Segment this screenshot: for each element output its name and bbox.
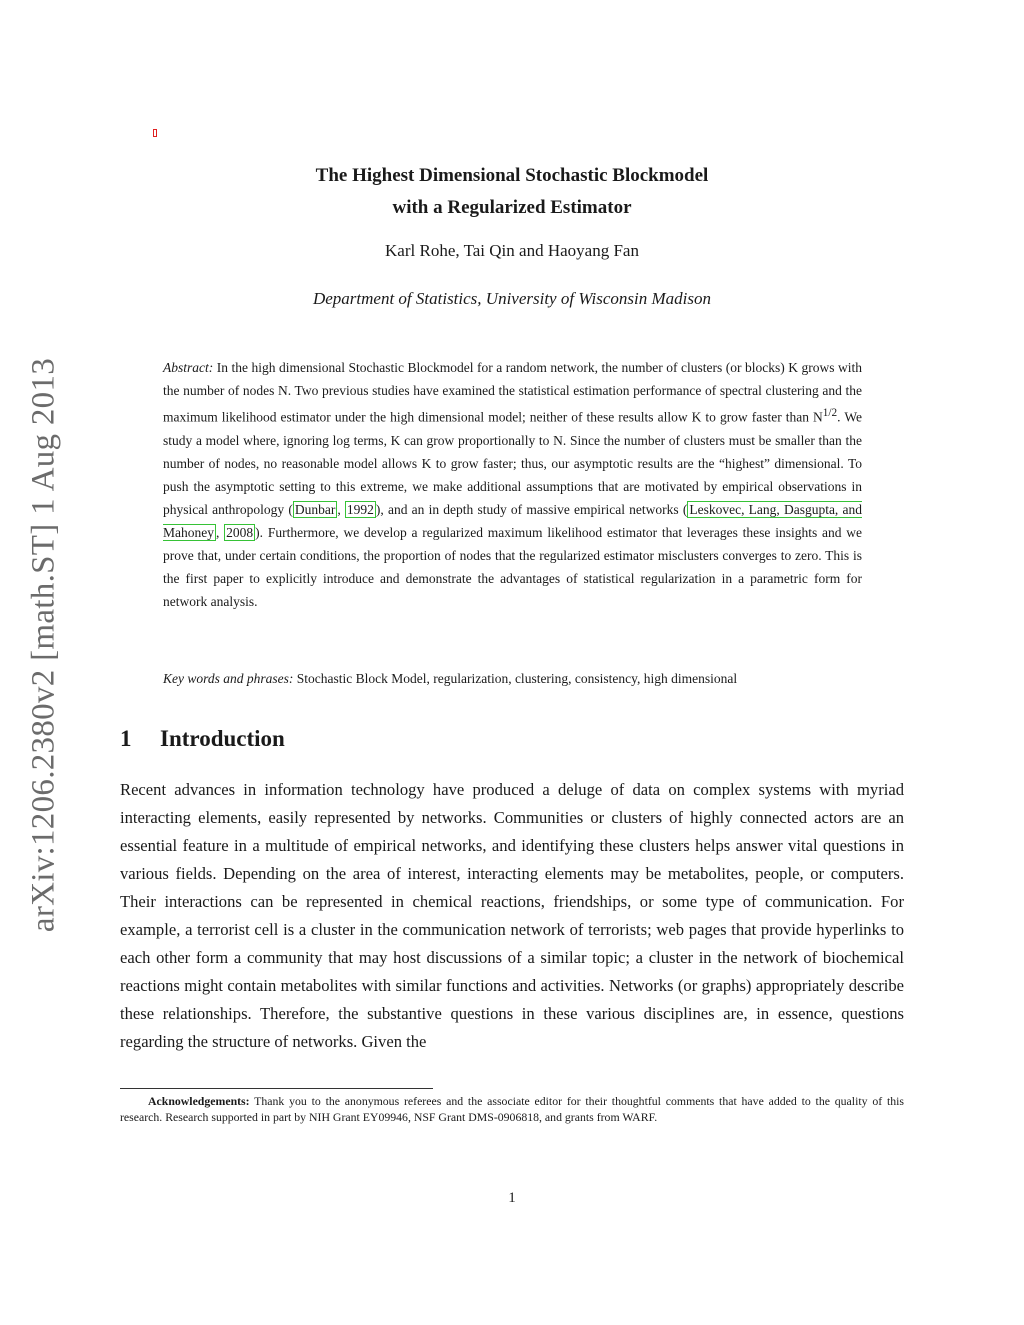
- arxiv-identifier-stamp: arXiv:1206.2380v2 [math.ST] 1 Aug 2013: [25, 357, 62, 933]
- intro-paragraph: Recent advances in information technology have produced a deluge of data on complex systems with myriad interacting elements, easily represented by networks. Communities or clusters of highly connected actors are an essential feature in a multitude of empirical networks, and identifying these clusters helps answer vital questions in various fields. Depending on the area of interest, interacting elements may be metabolites, people, or computers. Their interactions can be represented in chemical reactions, friendships, or some type of communication. For example, a terrorist cell is a cluster in the communication network of terrorists; web pages that provide hyperlinks to each other form a community that may host discussions of a similar topic; a cluster in the network of biochemical reactions might contain metabolites with similar functions and activities. Networks (or graphs) appropriately describe these relationships. Therefore, the substantive questions in these various disciplines are, in essence, questions regarding the structure of networks. Given the: [120, 780, 904, 1051]
- citation-leskovec-author-link[interactable]: Leskovec, Lang, Dasgupta, and Mahoney: [163, 501, 862, 540]
- footnote: [120, 1093, 904, 1125]
- citation-separator: ,: [337, 501, 345, 517]
- title-line-1: The Highest Dimensional Stochastic Blockmodel: [315, 165, 709, 186]
- footnote-label: Acknowledgements:: [148, 1094, 250, 1108]
- section-number: 1: [120, 726, 132, 751]
- keywords-text: Stochastic Block Model, regularization, clustering, consistency, high dimensional: [293, 671, 738, 686]
- footnote-divider: [120, 1088, 433, 1089]
- abstract-label: Abstract:: [163, 360, 214, 375]
- citation-dunbar-year-link[interactable]: 1992: [346, 501, 374, 517]
- footnote-text: Thank you to the anonymous referees and the associate editor for their thoughtful comments that have added to the quality of this research. Research supported in part by NIH Grant EY09946, NSF Grant DMS-0906818, and grants from WARF.: [120, 1094, 904, 1124]
- paper-title: [120, 160, 904, 224]
- abstract: [163, 356, 862, 613]
- citation-dunbar-author-link[interactable]: Dunbar: [294, 501, 336, 517]
- abstract-text-2: . We study a model where, ignoring log terms, K can grow proportionally to N. Since the number of clusters must be smaller than the number of nodes, no reasonable model allows K to grow faster; thus, our asymptotic results are the “highest” dimensional. To push the asymptotic setting to this extreme, we make additional assumptions that are motivated by empirical observations in physical anthropology (: [163, 409, 862, 517]
- page-number: 1: [508, 1190, 516, 1206]
- red-link-marker: [153, 129, 157, 137]
- keywords-label: Key words and phrases:: [163, 671, 294, 686]
- abstract-text-4: ). Furthermore, we develop a regularized maximum likelihood estimator that leverages these insights and we prove that, under certain conditions, the proportion of nodes that the regularized estimator misclusters converges to zero. This is the first paper to explicitly introduce and demonstrate the advantages of statistical regularization in a parametric form for network analysis.: [163, 524, 863, 609]
- citation-separator-2: ,: [216, 524, 225, 540]
- abstract-text-3: ), and an in depth study of massive empirical networks (: [375, 501, 688, 517]
- section-title: Introduction: [160, 726, 285, 751]
- keywords: [163, 671, 862, 687]
- abstract-text-1: In the high dimensional Stochastic Blockmodel for a random network, the number of clusters (or blocks) K grows with the number of nodes N. Two previous studies have examined the statistical estimation performance of spectral clustering and the maximum likelihood estimator under the high dimensional model; neither of these results allow K to grow faster than N: [163, 360, 862, 425]
- abstract-exponent: 1/2: [822, 407, 838, 419]
- authors: Karl Rohe, Tai Qin and Haoyang Fan: [385, 241, 639, 260]
- citation-leskovec-year-link[interactable]: 2008: [226, 524, 254, 540]
- section-heading: [120, 726, 285, 752]
- affiliation: Department of Statistics, University of Wisconsin Madison: [312, 289, 712, 308]
- title-line-2: with a Regularized Estimator: [392, 197, 632, 218]
